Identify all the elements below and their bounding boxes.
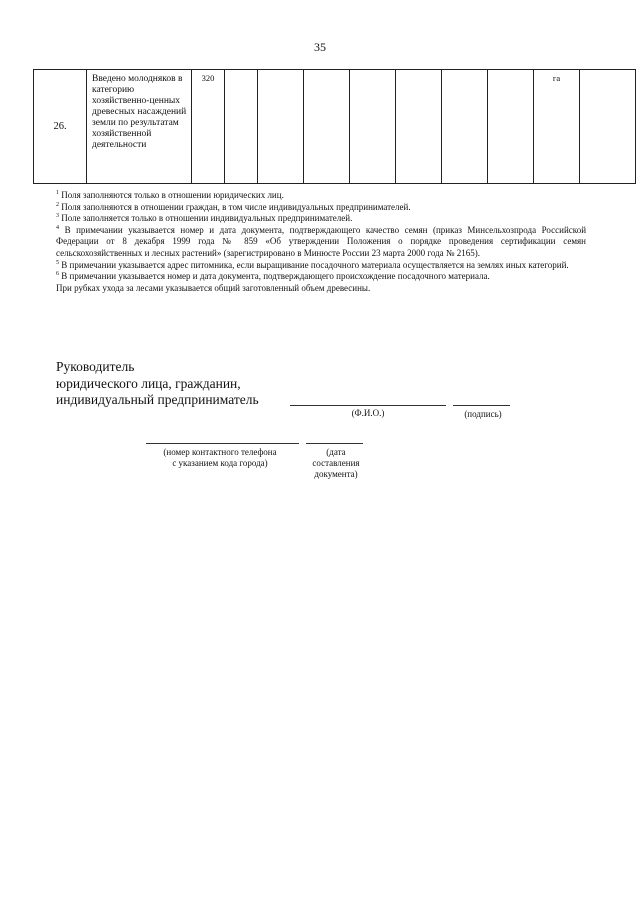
report-table [33,69,636,184]
date-caption: (дата составления документа) [312,447,360,479]
phone-caption: (номер контактного телефона с указанием кода города) [163,447,277,468]
signature-line-3: индивидуальный предприниматель [56,392,259,407]
table-cell [350,70,396,184]
phone-line [146,443,299,444]
row-number: 26. [34,70,87,184]
footnote: При рубках ухода за лесами указывается общий заготовленный объем древесины. [56,282,371,293]
footnote: $^5$ В примечании указывается адрес питомника, если выращивание посадочного материала осуществляется на землях иных категорий. [56,259,569,270]
table-cell [396,70,442,184]
table-cell [225,70,258,184]
table-cell [304,70,350,184]
table-row [34,70,636,184]
signature-line-2: юридического лица, гражданин, [56,375,241,391]
footnote: $^6$ В примечании указывается номер и дата документа, подтверждающего происхождение посадочного материала. [56,271,490,282]
date-line [306,443,363,444]
row-unit: га [534,70,580,184]
table-cell [442,70,488,184]
footnotes [56,190,586,294]
table-cell [258,70,304,184]
signature-caption: (подпись) [464,409,502,419]
fio-caption: (Ф.И.О.) [351,408,385,418]
row-description: Введено молодняков в категорию хозяйственно-ценных древесных насаждений земли по результатам хозяйственной деятельности [87,70,192,184]
signature-line-1: Руководитель [56,359,135,374]
footnote: $^2$ Поля заполняются в отношении граждан, в том числе индивидуальных предпринимателей. [56,201,411,212]
fio-line [290,405,446,406]
page-number: 35 [314,40,326,54]
signature-block [56,359,259,409]
signature-line [453,405,510,406]
row-code: 320 [192,70,225,184]
table-cell [580,70,636,184]
footnote: $^3$ Поле заполняется только в отношении индивидуальных предпринимателей. [56,213,353,224]
footnote: $^4$ В примечании указывается номер и дата документа, подтверждающего качество семян (приказ Минсельхозпрода Российской Федерации от 8 декабря 1999 года № 859 «Об утверждении Положения о порядке проведения сертификации семян сельскохозяйственных и лесных растений» (зарегистрировано в Минюсте России 23 марта 2000 года № 2165). [56,224,587,258]
footnote: $^1$ Поля заполняются только в отношении юридических лиц. [56,190,284,200]
table-cell [488,70,534,184]
